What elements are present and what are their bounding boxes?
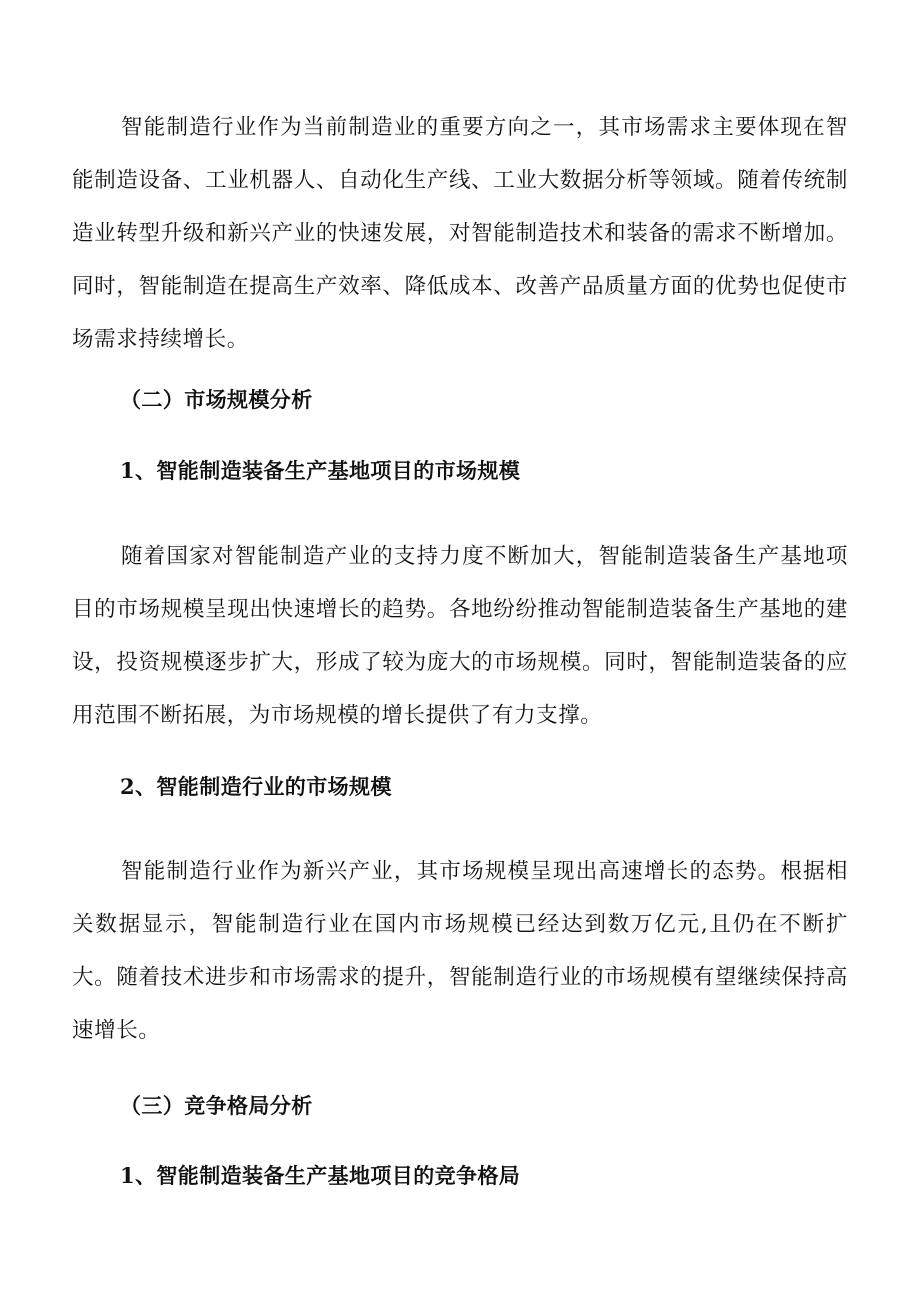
base-project-market-size-paragraph: 随着国家对智能制造产业的支持力度不断加大，智能制造装备生产基地项目的市场规模呈现出快速增长的趋势。各地纷纷推动智能制造装备生产基地的建设，投资规模逐步扩大，形成了较为庞大的市场规模。同时，智能制造装备的应用范围不断拓展，为市场规模的增长提供了有力支撑。 <box>72 544 848 728</box>
market-demand-paragraph: 智能制造行业作为当前制造业的重要方向之一，其市场需求主要体现在智能制造设备、工业机器人、自动化生产线、工业大数据分析等领域。随着传统制造业转型升级和新兴产业的快速发展，对智能制造技术和装备的需求不断增加。同时，智能制造在提高生产效率、降低成本、改善产品质量方面的优势也促使市场需求持续增长。 <box>72 115 848 352</box>
section-heading-competition: （三）竞争格局分析 <box>120 1093 313 1118</box>
industry-market-size-paragraph: 智能制造行业作为新兴产业，其市场规模呈现出高速增长的态势。根据相关数据显示，智能制造行业在国内市场规模已经达到数万亿元,且仍在不断扩大。随着技术进步和市场需求的提升，智能制造行业的市场规模有望继续保持高速增长。 <box>72 859 848 1043</box>
section-heading-market-size: （二）市场规模分析 <box>120 387 313 412</box>
subheading-base-project-market-size: 1、智能制造装备生产基地项目的市场规模 <box>120 458 521 483</box>
subheading-base-project-competition: 1、智能制造装备生产基地项目的竞争格局 <box>120 1163 521 1188</box>
subheading-industry-market-size: 2、智能制造行业的市场规模 <box>120 774 392 799</box>
